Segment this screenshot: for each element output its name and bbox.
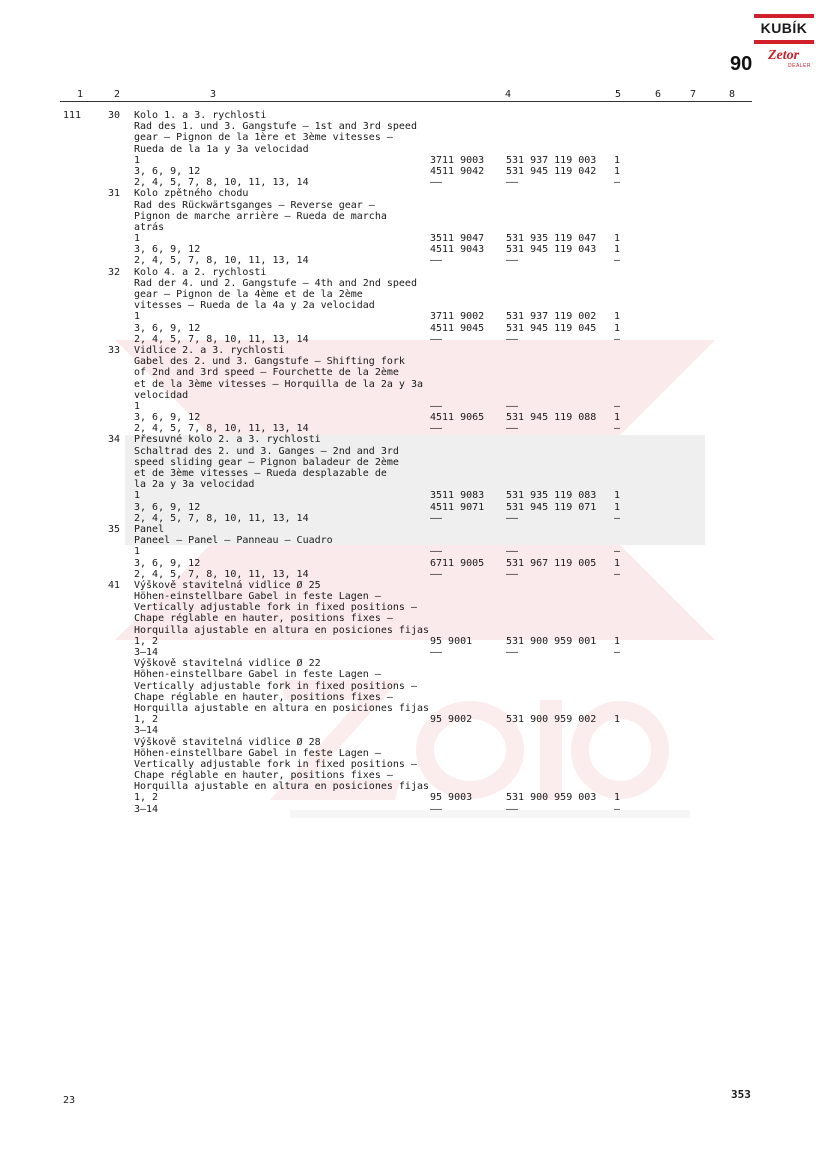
column-header-6: 6	[655, 89, 662, 100]
table-row	[0, 602, 826, 613]
table-row	[0, 267, 826, 278]
part-number-cell: 4511 9045	[430, 322, 485, 334]
quantity-cell: 1	[614, 490, 621, 502]
quantity-cell: 1	[614, 233, 621, 245]
position-number-cell: 33	[108, 344, 121, 356]
order-number-cell: ——	[506, 546, 519, 558]
table-row	[0, 379, 826, 390]
order-number-cell: 531 967 119 005	[506, 557, 597, 569]
table-row	[0, 502, 826, 513]
description-cell: gear — Pignon de la 4ème et de la 2ème	[134, 289, 363, 300]
position-number-cell: 35	[108, 523, 121, 535]
table-row	[0, 323, 826, 334]
column-header-1: 1	[77, 89, 84, 100]
table-row	[0, 625, 826, 636]
description-cell: Rad des Rückwärtsganges — Reverse gear —	[134, 199, 375, 211]
logo-top-bar	[754, 14, 814, 18]
table-row	[0, 311, 826, 322]
quantity-cell: —	[614, 647, 621, 658]
column-header-5: 5	[615, 89, 622, 100]
table-row	[0, 434, 826, 445]
quantity-cell: 1	[614, 501, 621, 513]
order-number-cell: 531 945 119 088	[506, 412, 597, 424]
part-number-cell: 4511 9071	[430, 501, 485, 513]
order-number-cell: ——	[506, 647, 519, 658]
logo-zetor-text: Zetor	[768, 48, 800, 63]
description-cell: 2, 4, 5, 7, 8, 10, 11, 13, 14	[134, 512, 309, 524]
table-row	[0, 356, 826, 367]
order-number-cell: ——	[506, 512, 519, 524]
kubik-zetor-logo	[754, 14, 816, 68]
description-cell: 1, 2	[134, 792, 159, 804]
description-cell: 3, 6, 9, 12	[134, 322, 201, 334]
description-cell: Chape réglable en hauter, positions fixes —	[134, 691, 393, 703]
footer-left-number: 23	[63, 1095, 76, 1106]
logo-bottom-bar	[754, 40, 814, 44]
description-cell: 1	[134, 154, 141, 166]
table-row	[0, 770, 826, 781]
description-cell: 1	[134, 311, 141, 323]
description-cell: 1, 2	[134, 635, 159, 647]
column-header-2: 2	[114, 89, 121, 100]
description-cell: 3, 6, 9, 12	[134, 501, 201, 513]
description-cell: gear — Pignon de la 1ère et 3ème vitesses —	[134, 132, 393, 144]
logo-kubik-text: KUBÍK	[760, 20, 808, 36]
description-cell: et de la 3ème vitesses — Horquilla de la 2a y 3a	[134, 378, 423, 390]
table-row	[0, 423, 826, 434]
description-cell: la 2a y 3a velocidad	[134, 479, 255, 491]
table-row	[0, 792, 826, 803]
position-number-cell: 32	[108, 266, 121, 278]
description-cell: 1	[134, 546, 141, 558]
part-number-cell: 4511 9042	[430, 165, 485, 177]
table-row	[0, 110, 826, 121]
part-number-cell: 3511 9083	[430, 490, 485, 502]
description-cell: 2, 4, 5, 7, 8, 10, 11, 13, 14	[134, 568, 309, 580]
quantity-cell: 1	[614, 714, 621, 726]
table-row	[0, 211, 826, 222]
column-header-3: 3	[210, 89, 217, 100]
table-row	[0, 289, 826, 300]
part-number-cell: ——	[430, 546, 443, 558]
description-cell: Výškově stavitelná vidlice Ø 28	[134, 736, 321, 748]
part-number-cell: 95 9003	[430, 792, 473, 804]
table-row	[0, 759, 826, 770]
part-number-cell: 95 9001	[430, 635, 473, 647]
description-cell: 1	[134, 233, 141, 245]
quantity-cell: —	[614, 803, 621, 815]
table-row	[0, 200, 826, 211]
description-cell: 2, 4, 5, 7, 8, 10, 11, 13, 14	[134, 423, 309, 435]
description-cell: Horquilla ajustable en altura en posiciones fijas	[134, 702, 430, 714]
description-cell: Höhen-einstellbare Gabel in feste Lagen —	[134, 747, 381, 759]
part-number-cell: ——	[430, 255, 443, 267]
description-cell: Horquilla ajustable en altura en posiciones fijas	[134, 781, 430, 793]
order-number-cell: 531 945 119 043	[506, 244, 597, 256]
part-number-cell: ——	[430, 423, 443, 435]
part-number-cell: ——	[430, 177, 443, 189]
table-row	[0, 345, 826, 356]
table-row	[0, 513, 826, 524]
description-cell: Vertically adjustable fork in fixed positions —	[134, 680, 417, 692]
table-row	[0, 121, 826, 132]
order-number-cell: ——	[506, 803, 519, 815]
description-cell: Chape réglable en hauter, positions fixes —	[134, 613, 393, 625]
order-number-cell: 531 900 959 001	[506, 635, 597, 647]
table-row	[0, 177, 826, 188]
table-row	[0, 681, 826, 692]
page-number: 353	[731, 1088, 751, 1101]
quantity-cell: —	[614, 255, 621, 267]
order-number-cell: ——	[506, 400, 519, 412]
description-cell: velocidad	[134, 389, 189, 401]
position-number-cell: 34	[108, 434, 121, 446]
column-header-7: 7	[690, 89, 697, 100]
description-cell: Horquilla ajustable en altura en posiciones fijas	[134, 624, 430, 636]
order-number-cell: 531 945 119 071	[506, 501, 597, 513]
description-cell: vitesses — Rueda de la 4a y 2a velocidad	[134, 300, 375, 312]
order-number-cell: ——	[506, 177, 519, 189]
description-cell: Gabel des 2. und 3. Gangstufe — Shifting fork	[134, 356, 405, 368]
description-cell: 2, 4, 5, 7, 8, 10, 11, 13, 14	[134, 177, 309, 189]
description-cell: 1	[134, 490, 141, 502]
description-cell: 3, 6, 9, 12	[134, 244, 201, 256]
table-row	[0, 591, 826, 602]
table-row	[0, 300, 826, 311]
description-cell: speed sliding gear — Pignon baladeur de 2ème	[134, 456, 399, 468]
description-cell: 2, 4, 5, 7, 8, 10, 11, 13, 14	[134, 255, 309, 267]
description-cell: Chape réglable en hauter, positions fixes —	[134, 770, 393, 782]
table-row	[0, 468, 826, 479]
section-number: 90	[730, 53, 753, 75]
table-row	[0, 233, 826, 244]
table-row	[0, 188, 826, 199]
description-cell: 1, 2	[134, 714, 159, 726]
table-row	[0, 144, 826, 155]
description-cell: atrás	[134, 221, 165, 233]
description-cell: Výškově stavitelná vidlice Ø 22	[134, 658, 321, 670]
table-row	[0, 166, 826, 177]
table-row	[0, 457, 826, 468]
table-row	[0, 412, 826, 423]
parts-list	[0, 110, 826, 815]
quantity-cell: 1	[614, 244, 621, 256]
description-cell: et de 3ème vitesses — Rueda desplazable de	[134, 468, 387, 479]
quantity-cell: 1	[614, 792, 621, 804]
quantity-cell: —	[614, 177, 621, 189]
description-cell: Panel	[134, 523, 165, 535]
part-number-cell: 4511 9065	[430, 412, 485, 424]
part-number-cell: ——	[430, 512, 443, 524]
table-row	[0, 558, 826, 569]
position-number-cell: 31	[108, 188, 121, 200]
part-number-cell: 4511 9043	[430, 244, 485, 256]
part-number-cell: 6711 9005	[430, 557, 485, 569]
table-row	[0, 748, 826, 759]
description-cell: Vertically adjustable fork in fixed positions —	[134, 758, 417, 770]
table-row	[0, 781, 826, 792]
table-row	[0, 255, 826, 266]
table-row	[0, 524, 826, 535]
description-cell: of 2nd and 3rd speed — Fourchette de la 2ème	[134, 367, 399, 379]
column-header-4: 4	[505, 89, 512, 100]
table-row	[0, 490, 826, 501]
part-number-cell: ——	[430, 803, 443, 815]
part-number-cell: 3511 9047	[430, 233, 485, 245]
order-number-cell: 531 945 119 042	[506, 165, 597, 177]
description-cell: 3—14	[134, 647, 159, 658]
table-row	[0, 334, 826, 345]
table-row	[0, 804, 826, 815]
order-number-cell: 531 900 959 002	[506, 714, 597, 726]
order-number-cell: ——	[506, 423, 519, 435]
part-number-cell: ——	[430, 568, 443, 580]
order-number-cell: ——	[506, 333, 519, 345]
order-number-cell: 531 937 119 002	[506, 311, 597, 323]
table-row	[0, 692, 826, 703]
position-number-cell: 30	[108, 110, 121, 121]
table-row	[0, 244, 826, 255]
description-cell: Rad des 1. und 3. Gangstufe — 1st and 3rd speed	[134, 121, 417, 133]
description-cell: Höhen-einstellbare Gabel in feste Lagen —	[134, 669, 381, 681]
position-number-cell: 41	[108, 579, 121, 591]
description-cell: Paneel — Panel — Panneau — Cuadro	[134, 535, 333, 547]
quantity-cell: —	[614, 568, 621, 580]
description-cell: Kolo 1. a 3. rychlosti	[134, 110, 267, 121]
table-row	[0, 446, 826, 457]
part-number-cell: ——	[430, 333, 443, 345]
table-row	[0, 367, 826, 378]
quantity-cell: 1	[614, 635, 621, 647]
order-number-cell: ——	[506, 255, 519, 267]
table-row	[0, 479, 826, 490]
table-row	[0, 278, 826, 289]
column-header-8: 8	[729, 89, 736, 100]
description-cell: 3—14	[134, 725, 159, 737]
description-cell: Kolo 4. a 2. rychlosti	[134, 266, 267, 278]
description-cell: Výškově stavitelná vidlice Ø 25	[134, 579, 321, 591]
table-row	[0, 647, 826, 658]
description-cell: 3—14	[134, 803, 159, 815]
quantity-cell: 1	[614, 154, 621, 166]
table-row	[0, 636, 826, 647]
quantity-cell: —	[614, 400, 621, 412]
table-row	[0, 155, 826, 166]
order-number-cell: ——	[506, 568, 519, 580]
description-cell: Rad der 4. und 2. Gangstufe — 4th and 2nd speed	[134, 277, 417, 289]
table-row	[0, 737, 826, 748]
table-row	[0, 569, 826, 580]
table-row	[0, 658, 826, 669]
description-cell: Vertically adjustable fork in fixed positions —	[134, 602, 417, 614]
part-number-cell: 3711 9003	[430, 154, 485, 166]
quantity-cell: —	[614, 546, 621, 558]
quantity-cell: 1	[614, 165, 621, 177]
description-cell: Rueda de la 1a y 3a velocidad	[134, 143, 309, 155]
description-cell: Vidlice 2. a 3. rychlosti	[134, 344, 285, 356]
table-row	[0, 580, 826, 591]
table-row	[0, 535, 826, 546]
quantity-cell: 1	[614, 557, 621, 569]
order-number-cell: 531 945 119 045	[506, 322, 597, 334]
description-cell: 2, 4, 5, 7, 8, 10, 11, 13, 14	[134, 333, 309, 345]
table-row	[0, 703, 826, 714]
description-cell: 3, 6, 9, 12	[134, 165, 201, 177]
order-number-cell: 531 935 119 083	[506, 490, 597, 502]
description-cell: Schaltrad des 2. und 3. Ganges — 2nd and 3rd	[134, 445, 399, 457]
part-number-cell: 95 9002	[430, 714, 473, 726]
table-row	[0, 222, 826, 233]
part-number-cell: ——	[430, 647, 443, 658]
table-row	[0, 390, 826, 401]
logo-dealer-text: DEALER	[788, 63, 812, 69]
description-cell: Kolo zpětného chodu	[134, 188, 249, 200]
description-cell: Přesuvné kolo 2. a 3. rychlosti	[134, 434, 321, 446]
order-number-cell: 531 935 119 047	[506, 233, 597, 245]
description-cell: Höhen-einstellbare Gabel in feste Lagen —	[134, 591, 381, 603]
group-number-cell: 111	[63, 110, 82, 121]
part-number-cell: ——	[430, 400, 443, 412]
table-row	[0, 613, 826, 624]
table-row	[0, 401, 826, 412]
table-row	[0, 546, 826, 557]
order-number-cell: 531 900 959 003	[506, 792, 597, 804]
quantity-cell: —	[614, 512, 621, 524]
table-row	[0, 669, 826, 680]
quantity-cell: 1	[614, 412, 621, 424]
quantity-cell: 1	[614, 311, 621, 323]
description-cell: 3, 6, 9, 12	[134, 557, 201, 569]
table-row	[0, 132, 826, 143]
table-row	[0, 725, 826, 736]
quantity-cell: 1	[614, 322, 621, 334]
quantity-cell: —	[614, 333, 621, 345]
description-cell: 3, 6, 9, 12	[134, 412, 201, 424]
part-number-cell: 3711 9002	[430, 311, 485, 323]
quantity-cell: —	[614, 423, 621, 435]
order-number-cell: 531 937 119 003	[506, 154, 597, 166]
table-row	[0, 714, 826, 725]
description-cell: Pignon de marche arrière — Rueda de marcha	[134, 210, 387, 222]
description-cell: 1	[134, 400, 141, 412]
header-rule	[60, 101, 752, 102]
